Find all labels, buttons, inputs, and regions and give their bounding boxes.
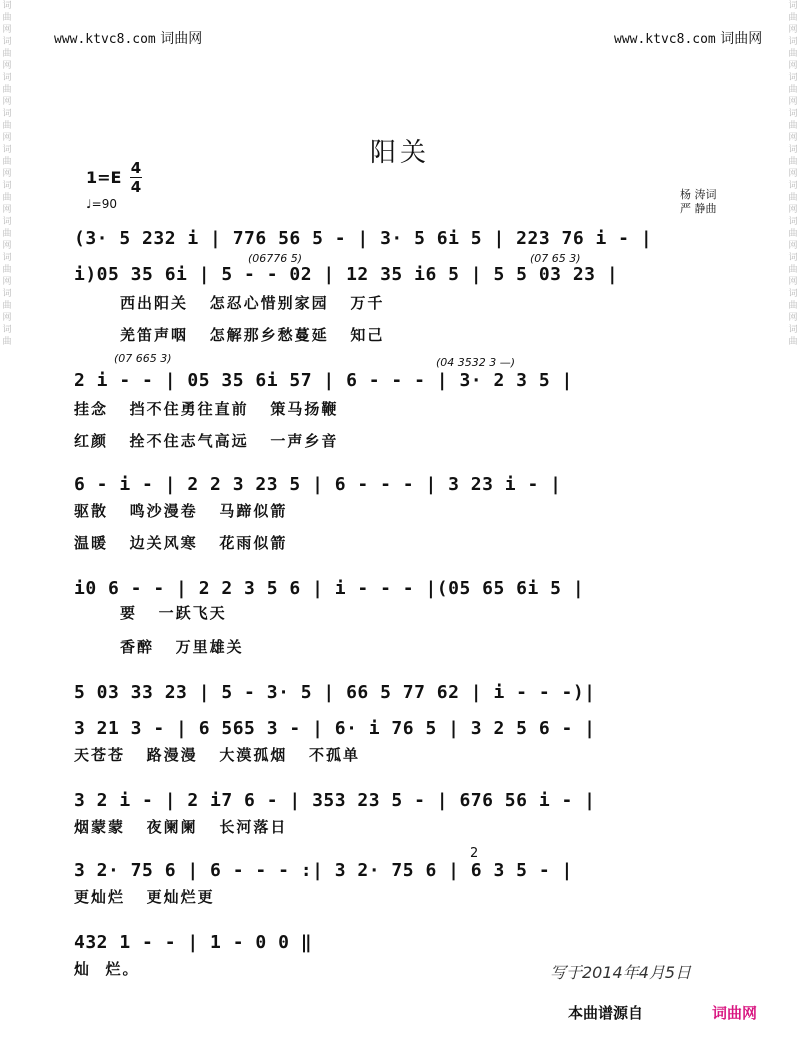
score-line-6: 5 03 33 23 | 5 - 3· 5 | 66 5 77 62 | i - - -)|: [74, 682, 596, 703]
watermark-glyph: 网: [788, 25, 798, 35]
lyric-5a: 要 一跃飞天: [120, 604, 227, 622]
watermark-glyph: 词: [2, 217, 12, 227]
watermark-glyph: 曲: [788, 265, 798, 275]
watermark-glyph: 词: [788, 1, 798, 11]
watermark-glyph: 词: [2, 109, 12, 119]
watermark-glyph: 词: [2, 181, 12, 191]
score-line-10: 432 1 - - | 1 - 0 0 ‖: [74, 932, 313, 953]
score-line-7: 3 21 3 - | 6 565 3 - | 6· i 76 5 | 3 2 5 6 - |: [74, 718, 596, 739]
watermark-glyph: 曲: [2, 301, 12, 311]
watermark-glyph: 网: [788, 241, 798, 251]
score-line-3: 2 i - - | 05 35 6i 57 | 6 - - - | 3· 2 3 5 |: [74, 370, 573, 391]
watermark-glyph: 词: [2, 253, 12, 263]
header-site-left: 词曲网: [160, 31, 203, 47]
watermark-glyph: 曲: [788, 337, 798, 347]
grace-note-1: (06776 5): [248, 252, 303, 265]
watermark-glyph: 曲: [2, 13, 12, 23]
watermark-glyph: 曲: [788, 193, 798, 203]
lyric-9a: 更灿烂 更灿烂更: [74, 888, 215, 906]
watermark-glyph: 网: [788, 313, 798, 323]
song-title: 阳关: [369, 138, 430, 168]
watermark-glyph: 曲: [788, 85, 798, 95]
watermark-glyph: 曲: [2, 49, 12, 59]
watermark-glyph: 曲: [2, 193, 12, 203]
watermark-glyph: 词: [788, 109, 798, 119]
watermark-glyph: 曲: [788, 121, 798, 131]
watermark-glyph: 网: [788, 169, 798, 179]
lyric-2a: 西出阳关 怎忍心惜别家园 万千: [120, 294, 385, 312]
header-url-left[interactable]: www.ktvc8.com: [54, 32, 156, 47]
watermark-glyph: 词: [2, 145, 12, 155]
score-line-4: 6 - i - | 2 2 3 23 5 | 6 - - - | 3 23 i - |: [74, 474, 562, 495]
source-brand-link[interactable]: 词曲网: [712, 1004, 758, 1022]
lyric-5b: 香醉 万里雄关: [120, 638, 244, 656]
watermark-glyph: 词: [2, 37, 12, 47]
lyric-3b: 红颜 拴不住志气高远 一声乡音: [74, 432, 339, 450]
grace-note-4: (04 3532 3 —): [436, 356, 516, 369]
time-signature: [130, 160, 142, 195]
watermark-glyph: 曲: [788, 157, 798, 167]
watermark-glyph: 网: [788, 97, 798, 107]
watermark-glyph: 网: [2, 169, 12, 179]
lyric-7a: 天苍苍 路漫漫 大漠孤烟 不孤单: [74, 746, 361, 764]
score-line-8: 3 2 i - | 2 i7 6 - | 353 23 5 - | 676 56 i - |: [74, 790, 596, 811]
watermark-glyph: 词: [2, 1, 12, 11]
lyric-3a: 挂念 挡不住勇往直前 策马扬鞭: [74, 400, 339, 418]
watermark-glyph: 网: [788, 61, 798, 71]
header-site-right: 词曲网: [720, 31, 763, 47]
score-line-5: i0 6 - - | 2 2 3 5 6 | i - - - |(05 65 6i 5 |: [74, 578, 585, 599]
watermark-glyph: 曲: [788, 13, 798, 23]
watermark-glyph: 曲: [2, 157, 12, 167]
watermark-glyph: 词: [788, 73, 798, 83]
watermark-glyph: 词: [788, 253, 798, 263]
watermark-glyph: 词: [788, 37, 798, 47]
watermark-glyph: 曲: [788, 301, 798, 311]
watermark-glyph: 曲: [2, 265, 12, 275]
key-signature: 1=E: [86, 168, 122, 187]
watermark-glyph: 词: [788, 289, 798, 299]
watermark-glyph: 曲: [2, 85, 12, 95]
watermark-glyph: 曲: [788, 229, 798, 239]
watermark-glyph: 网: [2, 241, 12, 251]
watermark-glyph: 词: [788, 325, 798, 335]
handwritten-date: 写于2014年4月5日: [550, 963, 692, 982]
watermark-glyph: 网: [2, 25, 12, 35]
source-label: 本曲谱源自: [568, 1004, 644, 1022]
watermark-glyph: 网: [2, 61, 12, 71]
lyric-4a: 驱散 鸣沙漫卷 马蹄似箭: [74, 502, 288, 520]
header-url-right[interactable]: www.ktvc8.com: [614, 32, 716, 47]
lyric-4b: 温暖 边关风寒 花雨似箭: [74, 534, 288, 552]
composer-credit: 严 静曲: [680, 202, 717, 215]
watermark-glyph: 词: [788, 181, 798, 191]
watermark-glyph: 曲: [2, 337, 12, 347]
score-line-1: (3· 5 232 i | 776 56 5 - | 3· 5 6i 5 | 223 76 i - |: [74, 228, 653, 249]
watermark-glyph: 网: [2, 97, 12, 107]
watermark-glyph: 网: [788, 133, 798, 143]
watermark-glyph: 曲: [2, 229, 12, 239]
meter-bottom: 4: [130, 178, 142, 196]
meter-top: 4: [130, 159, 142, 177]
lyric-8a: 烟蒙蒙 夜阑阑 长河落日: [74, 818, 288, 836]
score-line-2: i)05 35 6i | 5 - - 02 | 12 35 i6 5 | 5 5 03 23 |: [74, 264, 619, 285]
watermark-glyph: 曲: [2, 121, 12, 131]
lyricist-credit: 杨 涛词: [680, 188, 717, 201]
score-line-9: 3 2· 75 6 | 6 - - - :| 3 2· 75 6 | 6 3 5 - |: [74, 860, 573, 881]
watermark-glyph: 曲: [788, 49, 798, 59]
header-right: [614, 28, 762, 48]
watermark-glyph: 网: [2, 133, 12, 143]
watermark-glyph: 网: [2, 313, 12, 323]
watermark-glyph: 网: [788, 205, 798, 215]
lyric-2b: 羌笛声咽 怎解那乡愁蔓延 知己: [120, 326, 385, 344]
watermark-glyph: 网: [2, 205, 12, 215]
watermark-glyph: 词: [2, 73, 12, 83]
watermark-glyph: 词: [2, 325, 12, 335]
grace-note-2: (07 65 3): [530, 252, 581, 265]
volta-bracket-label: 2: [470, 846, 479, 861]
watermark-glyph: 词: [788, 217, 798, 227]
header-left: [54, 28, 202, 48]
watermark-glyph: 词: [788, 145, 798, 155]
lyric-10a: 灿 烂。: [74, 960, 140, 978]
watermark-glyph: 词: [2, 289, 12, 299]
watermark-glyph: 网: [2, 277, 12, 287]
grace-note-3: (07 665 3): [114, 352, 172, 365]
credits: [680, 188, 717, 216]
watermark-glyph: 网: [788, 277, 798, 287]
tempo-marking: ♩=90: [86, 197, 117, 211]
